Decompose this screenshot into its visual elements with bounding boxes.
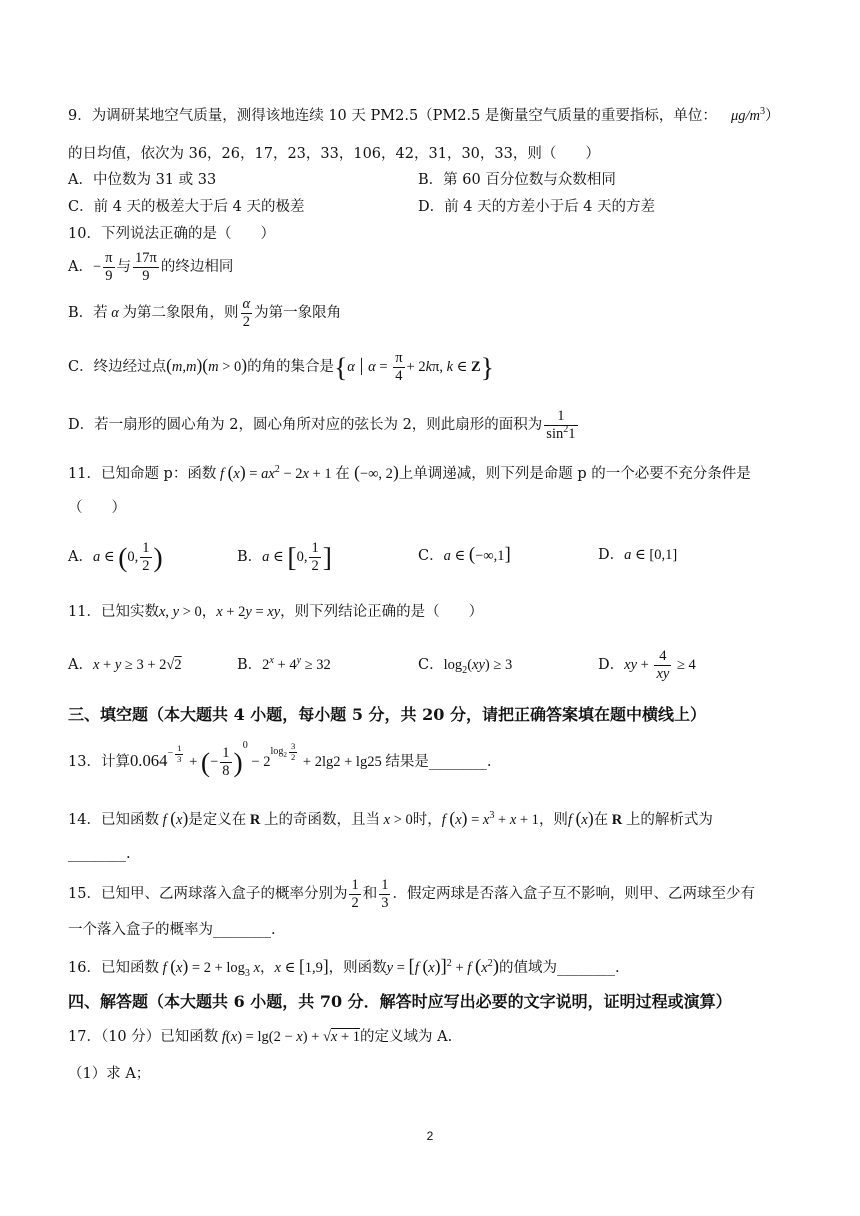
- q11-option-c: C．a ∈ (−∞,1]: [418, 544, 511, 565]
- q9-option-b: B．第 60 百分位数与众数相同: [418, 172, 616, 188]
- q15: 15．已知甲、乙两球落入盒子的概率分别为 $\frac{1}{2}$ 和 $\frac{1}{3}$ ．假定两球是否落入盒子互不影响，则甲、乙两球至少有: [68, 877, 755, 911]
- q10-option-c: C．终边经过点(m,m)(m > 0)的角的集合是{α | α = $\frac{\pi}{4}$ + 2kπ, k ∈ Z}: [68, 350, 494, 384]
- q10-option-b: B．若 α 为第二象限角，则 $\frac{\alpha}{2}$ 为第一象限角: [68, 296, 342, 330]
- q12-option-a: A．x + y ≥ 3 + 2√2: [68, 657, 182, 673]
- q14-line2: ________.: [68, 846, 131, 862]
- q11-option-a: A．a ∈ (0, $\frac{1}{2}$ ): [68, 540, 163, 574]
- q13: 13．计算$0.064^{- \frac{1}{3}}$ + (− $\frac{1}{8}$ )$^0 - 2^{log_2 \frac{3}{2}}$ + 2lg2 + lg25 结果是________.: [68, 740, 492, 779]
- q9-option-c: C．前 4 天的极差大于后 4 天的极差: [68, 199, 305, 215]
- q14: 14．已知函数 f (x)是定义在 R 上的奇函数，且当 x > 0时，f $(x) = x^3 + x + 1$，则f (x)在 R 上的解析式为: [68, 808, 713, 828]
- q17-sub1: （1）求 A；: [68, 1066, 151, 1082]
- q10-option-a: A．− $\frac{\pi}{9}$ 与 $\frac{17\pi}{9}$ 的终边相同: [68, 250, 234, 284]
- q11-stem: 11．已知命题 p：函数 f $(x) = ax^2 - 2x + 1$ 在 (−∞, 2)上单调递减，则下列是命题 p 的一个必要不充分条件是: [68, 462, 751, 482]
- q10-stem: 10．下列说法正确的是（ ）: [68, 226, 275, 242]
- q17: 17．（10 分）已知函数 f(x) = lg(2 − x) + √x + 1的定义域为 A.: [68, 1029, 453, 1045]
- q16: 16．已知函数 f $(x) = 2 + \log_3 x$，x ∈ [1,9]，则函数y = [f (x)]$^2$ + f $(x^2)$的值域为________.: [68, 956, 620, 979]
- q9-unit: μg/m: [730, 108, 760, 124]
- q12-option-d: D．xy + $\frac{4}{xy}$ ≥ 4: [598, 648, 696, 682]
- q12-option-b: B．$2^x + 4^y \ge 32$: [237, 655, 331, 673]
- page-number: 2: [426, 1129, 434, 1143]
- q12-stem: 11．已知实数x, y > 0，x + 2y = xy，则下列结论正确的是（ ）: [68, 604, 484, 620]
- q12-option-c: C．$\log_2(xy) \ge 3$: [418, 657, 513, 676]
- q11-option-b: B．a ∈ [0, $\frac{1}{2}$ ]: [237, 540, 332, 574]
- q9-line2: 的日均值，依次为 36，26，17，23，33，106，42，31，30，33，则（ ）: [68, 146, 600, 162]
- q11-option-d: D．a ∈ [0,1]: [598, 547, 678, 563]
- q9-option-d: D．前 4 天的方差小于后 4 天的方差: [418, 199, 656, 215]
- section-4-heading: 四、解答题（本大题共 6 小题，共 70 分．解答时应写出必要的文字说明，证明过程或演算）: [68, 992, 732, 1011]
- q9-option-a: A．中位数为 31 或 33: [68, 172, 217, 188]
- q15-line2: 一个落入盒子的概率为________.: [68, 922, 276, 938]
- q10-option-d: D．若一扇形的圆心角为 2，圆心角所对应的弦长为 2，则此扇形的面积为 $\frac{1}{\sin^21}$: [68, 408, 576, 442]
- q11-stem-line2: （ ）: [68, 500, 126, 516]
- section-3-heading: 三、填空题（本大题共 4 小题，每小题 5 分，共 20 分，请把正确答案填在题中横线上）: [68, 705, 706, 724]
- q9-line1: 9．为调研某地空气质量，测得该地连续 10 天 PM2.5（PM2.5 是衡量空气质量的重要指标，单位： $\mu g/m^3$）: [68, 106, 780, 124]
